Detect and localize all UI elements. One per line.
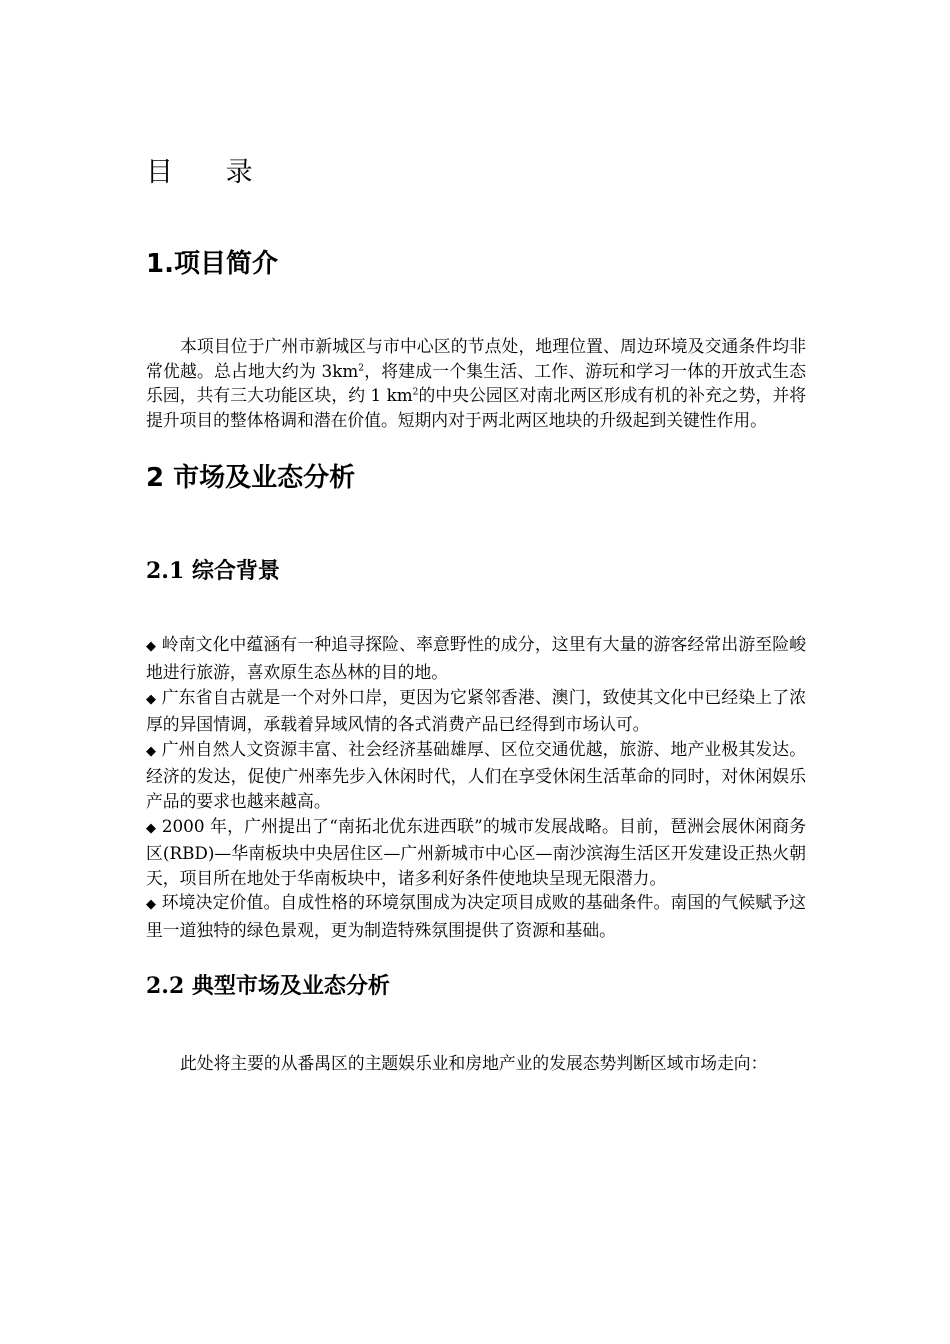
section-1-text-c: 的中央公园区对南北两区形成有机的补充之势，并将提升项目的整体格调和潜在价值。短期内对于两北两区地块的升级起到关键性作用。 <box>146 385 806 430</box>
list-item <box>146 737 806 814</box>
toc-title: 目 录 <box>146 157 275 188</box>
section-2-heading: 2 市场及业态分析 <box>146 463 356 494</box>
diamond-bullet-icon: ◆ <box>146 743 157 759</box>
diamond-bullet-icon: ◆ <box>146 691 157 707</box>
section-2-2-paragraph: 此处将主要的从番禺区的主题娱乐业和房地产业的发展态势判断区域市场走向： <box>180 1052 768 1073</box>
section-1-paragraph <box>146 334 806 432</box>
section-1-text-b: ，将建成一个集生活、工作、游玩和学习一体的开放式生态乐园，共有三大功能区块，约 1 km <box>146 360 806 406</box>
section-1-text-a: 本项目位于广州市新城区与市中心区的节点处，地理位置、周边环境及交通条件均非常优越。总占地大约为 3km <box>146 336 806 381</box>
list-item <box>146 890 806 942</box>
section-2-1-heading: 2.1 综合背景 <box>146 558 280 585</box>
bullet-text: 广东省自古就是一个对外口岸，更因为它紧邻香港、澳门，致使其文化中已经染上了浓厚的异国情调，承载着异域风情的各式消费产品已经得到市场认可。 <box>146 686 806 735</box>
background-bullet-list <box>146 632 806 942</box>
bullet-text: 岭南文化中蕴涵有一种追寻探险、率意野性的成分，这里有大量的游客经常出游至险峻地进行旅游，喜欢原生态丛林的目的地。 <box>146 634 806 682</box>
list-item <box>146 814 806 891</box>
list-item <box>146 632 806 684</box>
bullet-text: 广州自然人文资源丰富、社会经济基础雄厚、区位交通优越，旅游、地产业极其发达。经济的发达，促使广州率先步入休闲时代，人们在享受休闲生活革命的同时，对休闲娱乐产品的要求也越来越高。 <box>146 738 806 811</box>
list-item <box>146 685 806 737</box>
bullet-text: 2000 年，广州提出了“南拓北优东进西联”的城市发展战略。目前，琶洲会展休闲商务区(RBD)—华南板块中央居住区—广州新城市中心区—南沙滨海生活区开发建设正热火朝天，项目所在地处于华南板块中，诸多利好条件使地块呈现无限潜力。 <box>146 815 806 888</box>
diamond-bullet-icon: ◆ <box>146 639 157 655</box>
section-1-heading: 1.项目简介 <box>146 249 278 279</box>
section-2-2-heading: 2.2 典型市场及业态分析 <box>146 972 390 999</box>
diamond-bullet-icon: ◆ <box>146 820 157 836</box>
bullet-text: 环境决定价值。自成性格的环境氛围成为决定项目成败的基础条件。南国的气候赋予这里一道独特的绿色景观，更为制造特殊氛围提供了资源和基础。 <box>146 892 806 940</box>
superscript-2: 2 <box>358 363 365 373</box>
diamond-bullet-icon: ◆ <box>146 897 157 913</box>
superscript-2: 2 <box>412 387 419 398</box>
document-body <box>146 150 806 1075</box>
